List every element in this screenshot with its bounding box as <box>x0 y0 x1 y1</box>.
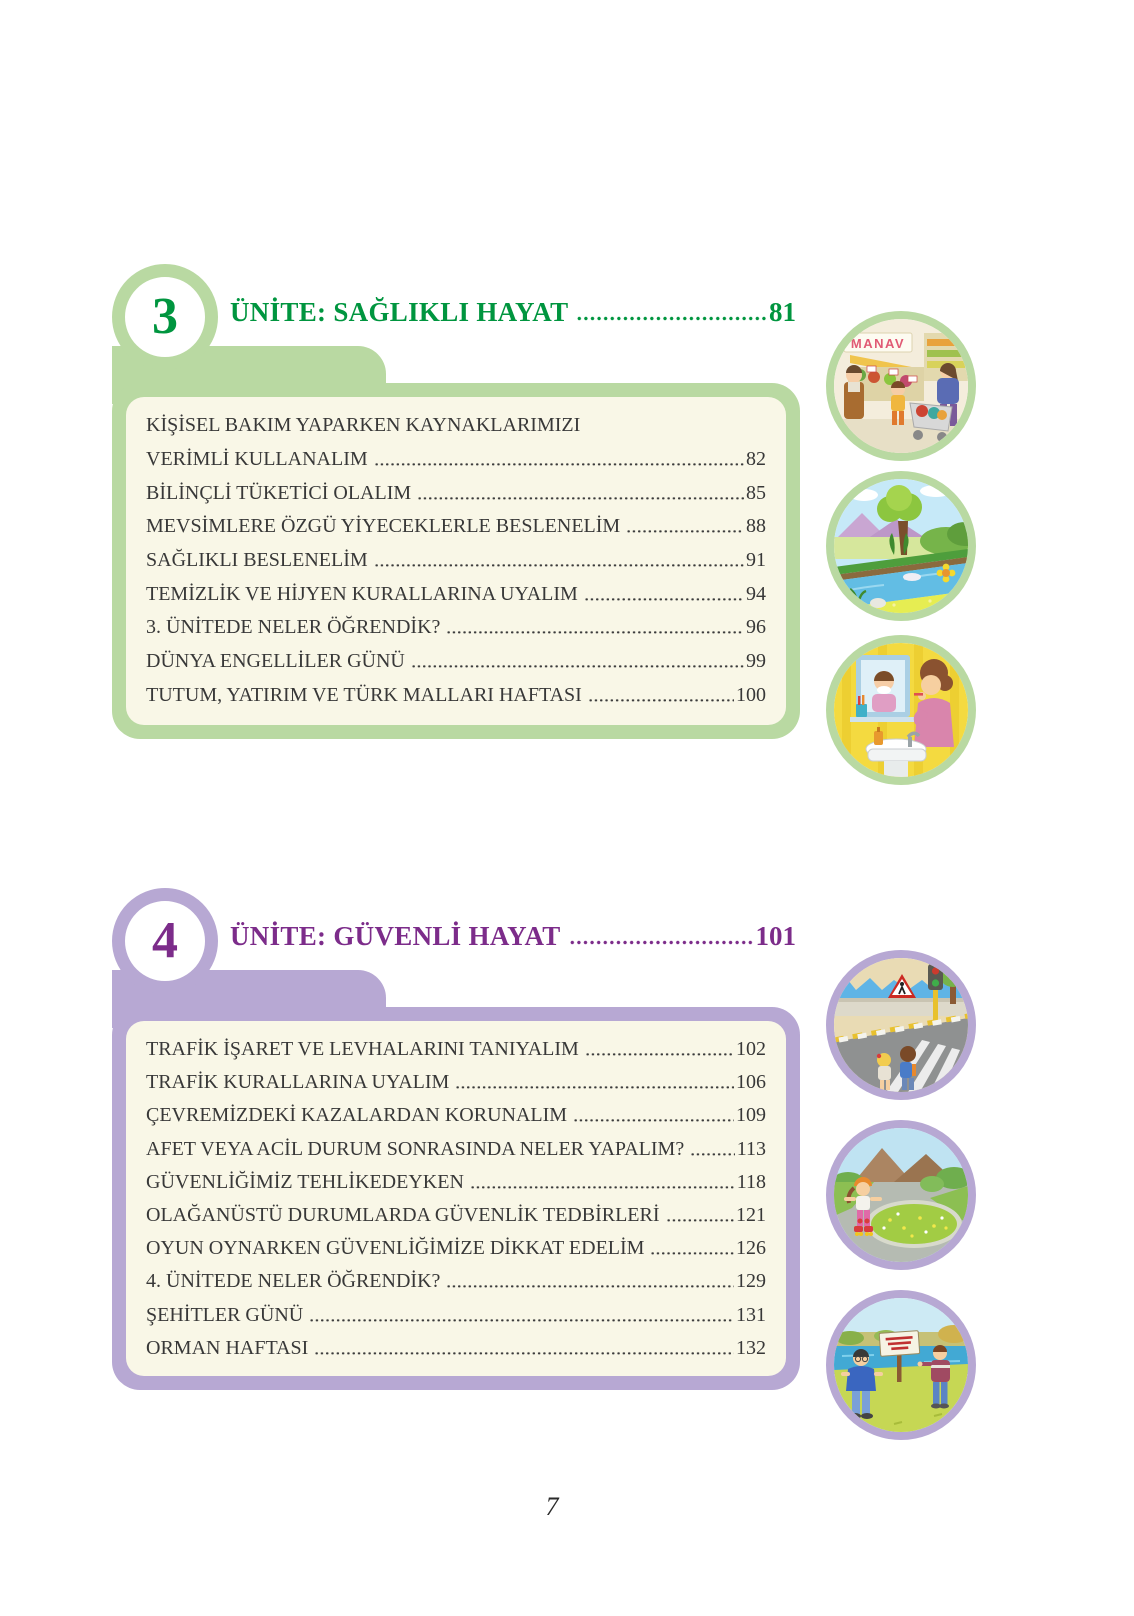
dotted-leader <box>569 939 754 946</box>
toc-entry-page: 94 <box>746 582 766 605</box>
unit-4-number: 4 <box>152 912 178 969</box>
toc-entry-title: BİLİNÇLİ TÜKETİCİ OLALIM <box>146 481 412 504</box>
toc-entry-page: 100 <box>736 683 766 706</box>
toc-entry-title: MEVSİMLERE ÖZGÜ YİYECEKLERLE BESLENELİM <box>146 515 621 538</box>
toc-entry <box>146 1166 766 1199</box>
toc-entry-title: AFET VEYA ACİL DURUM SONRASINDA NELER YAPALIM? <box>146 1137 685 1160</box>
toc-entry-title: ŞEHİTLER GÜNÜ <box>146 1303 304 1326</box>
toc-entry-title: 4. ÜNİTEDE NELER ÖĞRENDİK? <box>146 1270 441 1293</box>
dotted-leader <box>446 1284 734 1289</box>
unit-3-number: 3 <box>152 288 178 345</box>
park-scene-graphic <box>834 1128 968 1262</box>
unit-4-topics-container <box>112 1007 800 1390</box>
toc-entry <box>146 1232 766 1265</box>
toc-entry-page: 85 <box>746 481 766 504</box>
toc-entry-page: 132 <box>736 1336 766 1359</box>
toc-entry-page: 121 <box>736 1204 766 1227</box>
dotted-leader <box>374 462 744 467</box>
dotted-leader <box>576 315 767 322</box>
toc-entry-title: ORMAN HAFTASI <box>146 1336 309 1359</box>
toc-entry <box>146 1299 766 1332</box>
toc-entry-title: VERİMLİ KULLANALIM <box>146 448 368 471</box>
dotted-leader <box>455 1085 734 1090</box>
dotted-leader <box>650 1251 734 1256</box>
unit-4-title: ÜNİTE: GÜVENLİ HAYAT <box>230 921 561 951</box>
unit-4-number-badge <box>112 888 218 994</box>
manav-sign-text: MANAV <box>850 336 906 351</box>
toc-entry-title: TRAFİK İŞARET VE LEVHALARINI TANIYALIM <box>146 1038 579 1061</box>
toc-entry <box>146 1133 766 1166</box>
toc-entry-page: 102 <box>736 1038 766 1061</box>
crosswalk-traffic-illustration <box>826 950 976 1100</box>
toc-entry-page: 106 <box>736 1071 766 1094</box>
greengrocer-market-illustration <box>826 311 976 461</box>
unit-4-start-page: 101 <box>755 921 796 951</box>
unit-4-topics-panel <box>126 1021 786 1376</box>
toc-entry-page: 118 <box>736 1170 766 1193</box>
dotted-leader <box>314 1351 734 1356</box>
toc-entry-page: 131 <box>736 1303 766 1326</box>
toc-entry <box>146 510 766 544</box>
toc-entry-page: 126 <box>736 1237 766 1260</box>
lake-warning-sign-illustration <box>826 1290 976 1440</box>
toc-entry-title: ÇEVREMİZDEKİ KAZALARDAN KORUNALIM <box>146 1104 568 1127</box>
dotted-leader <box>573 1118 734 1123</box>
dotted-leader <box>446 630 744 635</box>
nature-river-illustration <box>826 471 976 621</box>
unit-4-header <box>230 921 796 952</box>
bathroom-scene-graphic <box>834 643 968 777</box>
toc-entry-title: OLAĞANÜSTÜ DURUMLARDA GÜVENLİK TEDBİRLERİ <box>146 1204 660 1227</box>
toc-entry <box>146 1099 766 1132</box>
toc-entry <box>146 1066 766 1099</box>
dotted-leader <box>417 496 744 501</box>
toc-entry-title: TEMİZLİK VE HİJYEN KURALLARINA UYALIM <box>146 582 578 605</box>
toc-entry <box>146 409 766 476</box>
unit-3-topics-container <box>112 383 800 739</box>
toc-entry-page: 91 <box>746 549 766 572</box>
dotted-leader <box>588 698 734 703</box>
toc-entry-title: OYUN OYNARKEN GÜVENLİĞİMİZE DİKKAT EDELİM <box>146 1237 645 1260</box>
dotted-leader <box>411 664 744 669</box>
dotted-leader <box>585 1052 734 1057</box>
toc-entry-title: TUTUM, YATIRIM VE TÜRK MALLARI HAFTASI <box>146 683 582 706</box>
girl-rollerblading-illustration <box>826 1120 976 1270</box>
dotted-leader <box>309 1318 734 1323</box>
toc-entry <box>146 1265 766 1298</box>
toc-entry-page: 88 <box>746 515 766 538</box>
dotted-leader <box>626 529 744 534</box>
toc-entry-page: 82 <box>746 448 766 471</box>
toc-entry-title: 3. ÜNİTEDE NELER ÖĞRENDİK? <box>146 616 441 639</box>
toc-entry <box>146 645 766 679</box>
unit-4-topic-list <box>146 1033 766 1365</box>
toc-entry-page: 113 <box>736 1137 766 1160</box>
toc-entry-page: 129 <box>736 1270 766 1293</box>
unit-3-number-badge <box>112 264 218 370</box>
dotted-leader <box>690 1152 735 1157</box>
dotted-leader <box>470 1185 735 1190</box>
dotted-leader <box>374 563 744 568</box>
toc-entry-page: 109 <box>736 1104 766 1127</box>
lake-scene-graphic <box>834 1298 968 1432</box>
page-number: 7 <box>545 1492 559 1521</box>
toc-entry <box>146 476 766 510</box>
unit-3-topics-panel <box>126 397 786 725</box>
toc-entry <box>146 544 766 578</box>
traffic-scene-graphic <box>834 958 968 1092</box>
unit-3-start-page: 81 <box>769 297 796 327</box>
toc-entry <box>146 577 766 611</box>
toc-entry-title: DÜNYA ENGELLİLER GÜNÜ <box>146 650 405 673</box>
toc-entry <box>146 1332 766 1365</box>
unit-3-header <box>230 297 796 328</box>
nature-scene-graphic <box>834 479 968 613</box>
dotted-leader <box>666 1218 735 1223</box>
toc-entry-title: SAĞLIKLI BESLENELİM <box>146 549 368 572</box>
market-scene-graphic <box>834 319 968 453</box>
boy-brushing-teeth-illustration <box>826 635 976 785</box>
toc-entry <box>146 1199 766 1232</box>
toc-entry-title: GÜVENLİĞİMİZ TEHLİKEDEYKEN <box>146 1170 464 1193</box>
unit-3-topic-list <box>146 409 766 712</box>
toc-entry <box>146 1033 766 1066</box>
toc-entry-title: TRAFİK KURALLARINA UYALIM <box>146 1071 450 1094</box>
toc-entry-page: 99 <box>746 650 766 673</box>
toc-entry <box>146 611 766 645</box>
toc-entry-page: 96 <box>746 616 766 639</box>
unit-3-title: ÜNİTE: SAĞLIKLI HAYAT <box>230 297 569 327</box>
dotted-leader <box>584 597 744 602</box>
toc-entry-title-line1: KİŞİSEL BAKIM YAPARKEN KAYNAKLARIMIZI <box>146 414 581 437</box>
toc-entry <box>146 679 766 713</box>
